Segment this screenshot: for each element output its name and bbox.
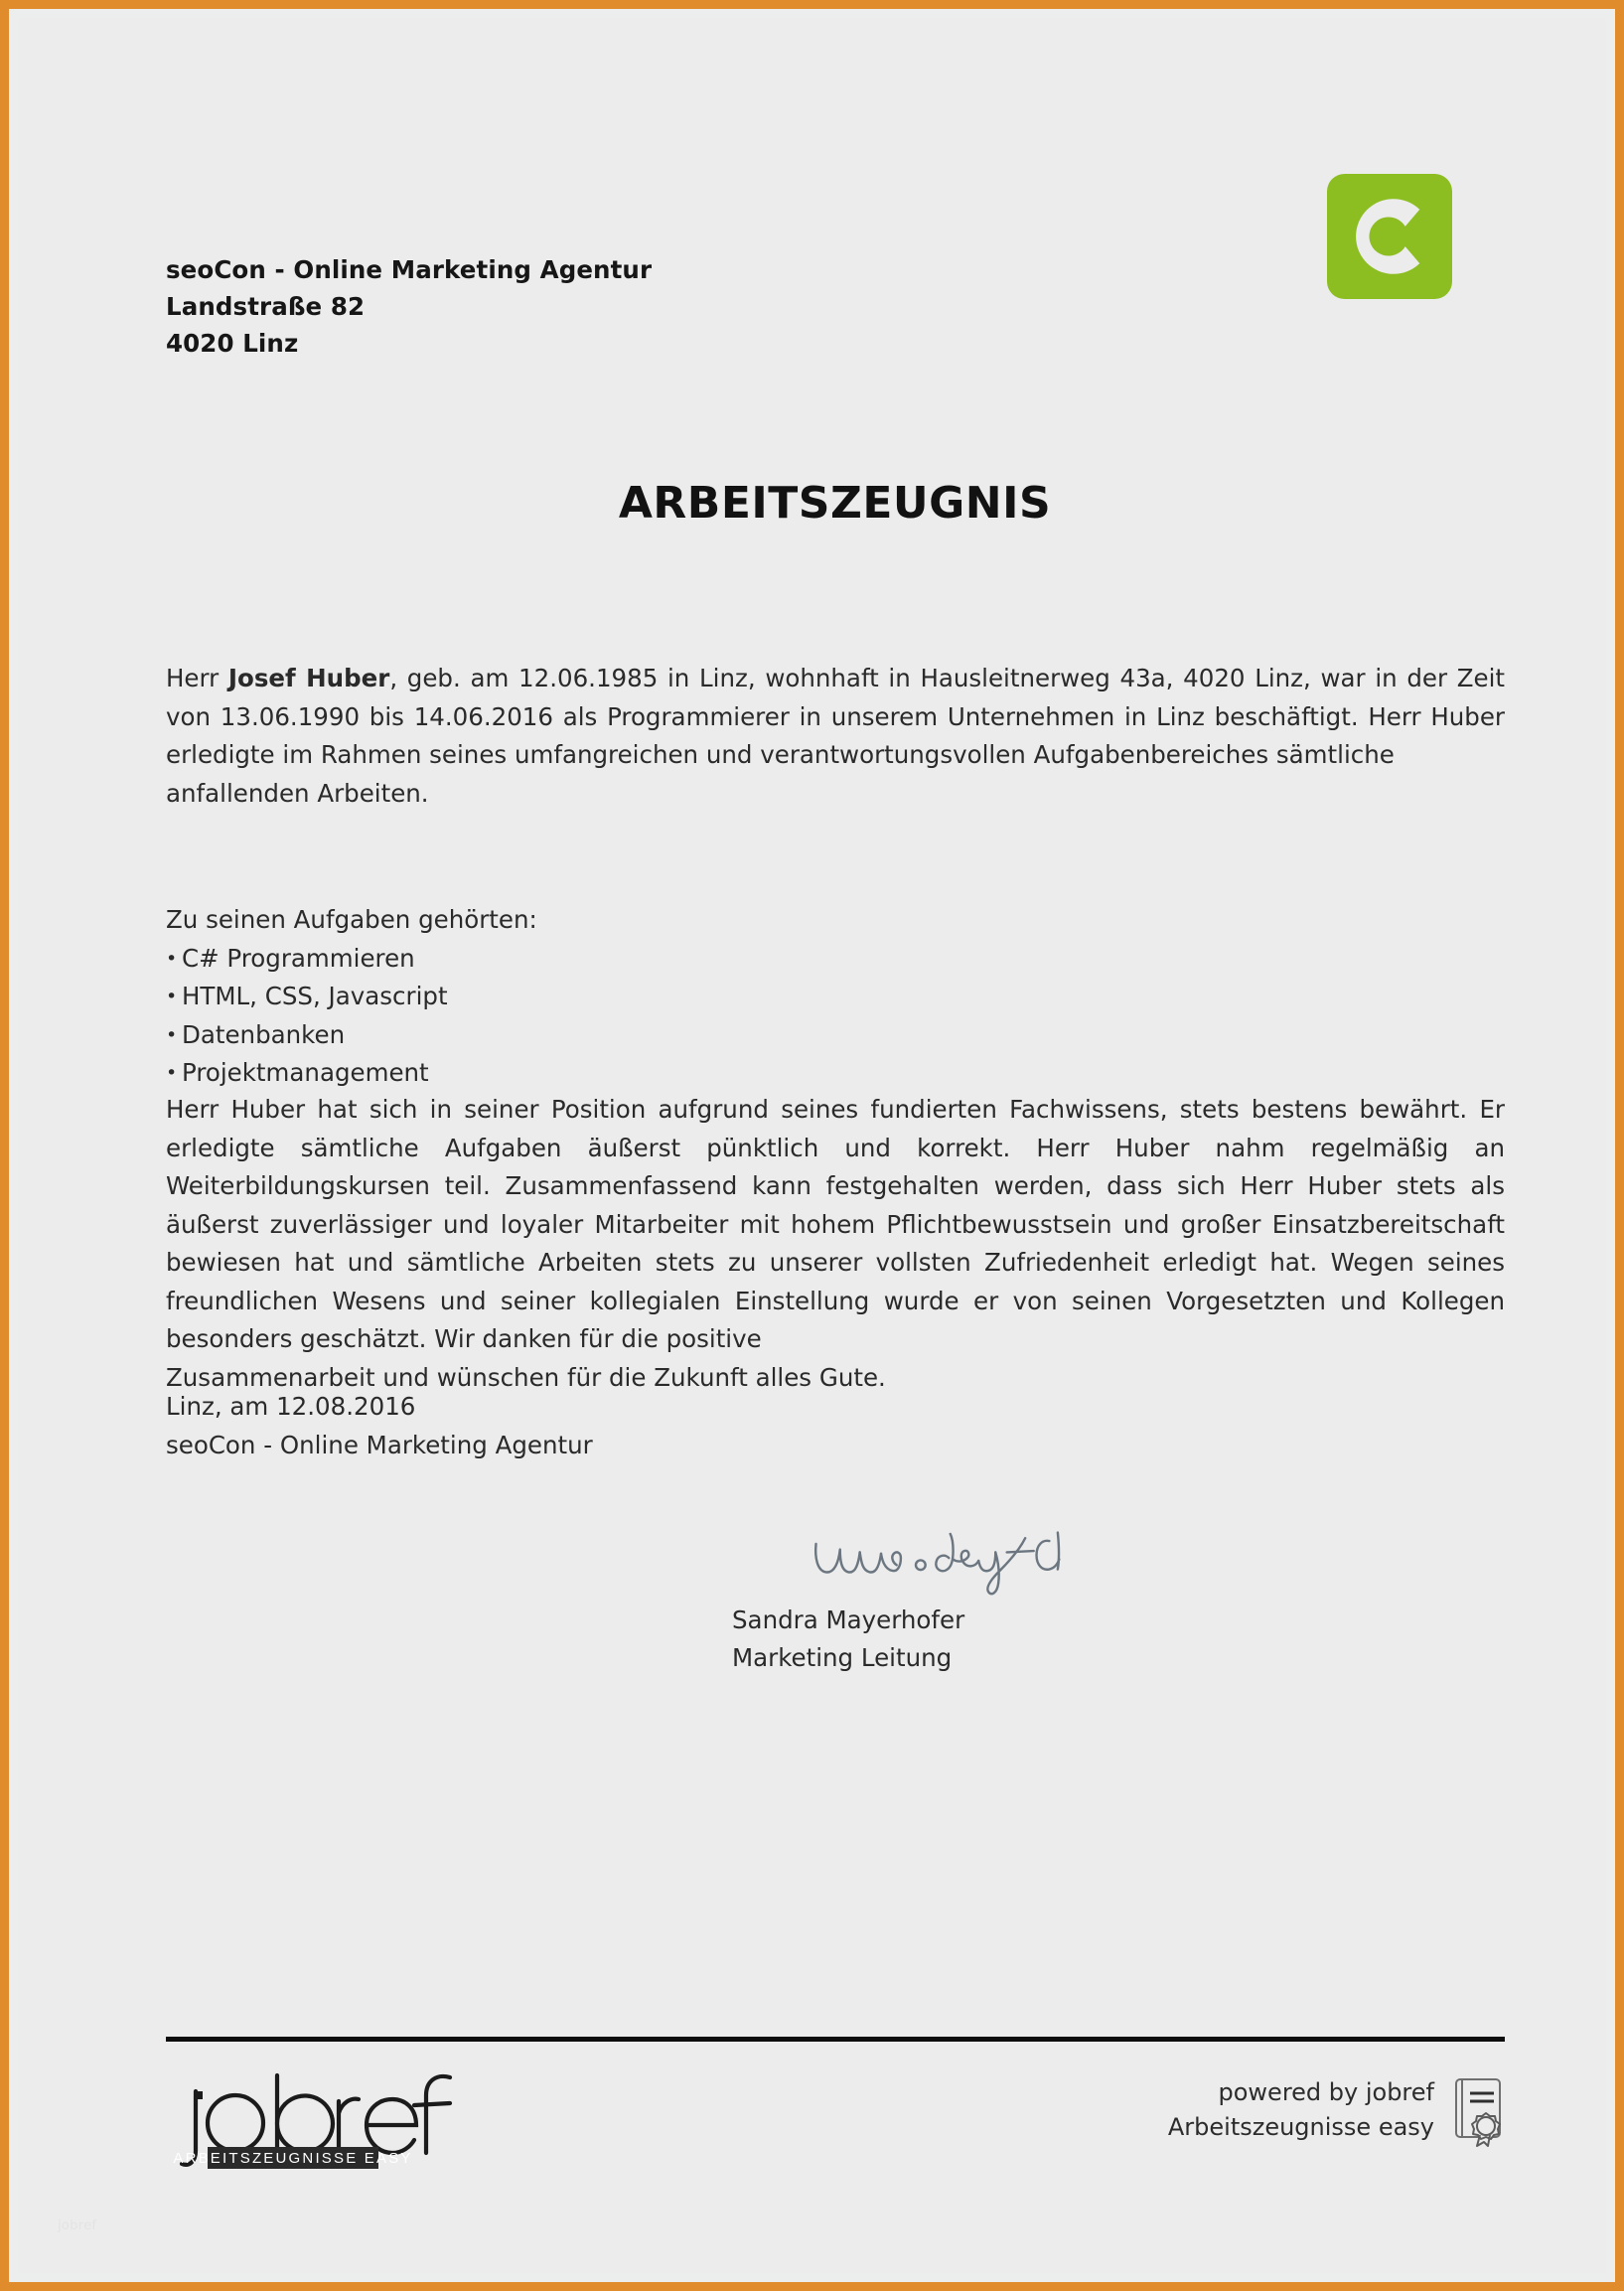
closing-company: seoCon - Online Marketing Agentur (166, 1430, 593, 1459)
letter-content (142, 34, 1528, 2255)
intro-paragraph (166, 660, 1505, 813)
tasks-list (166, 940, 1505, 1093)
list-item: • C# Programmieren (166, 940, 1505, 979)
closing-block (166, 1388, 1505, 1464)
list-item: • Datenbanken (166, 1016, 1505, 1055)
company-logo (1327, 174, 1452, 299)
jobref-footer-logo (160, 2062, 468, 2177)
closing-place-date: Linz, am 12.08.2016 (166, 1392, 416, 1421)
evaluation-paragraph (166, 1091, 1505, 1397)
employee-name: Josef Huber (227, 664, 390, 692)
footer-divider (166, 2037, 1505, 2042)
sender-address-block (166, 251, 652, 362)
sender-company: seoCon - Online Marketing Agentur (166, 255, 653, 284)
signature-block (728, 1524, 1145, 1677)
page-inner-frame (18, 18, 1606, 2273)
intro-before-name: Herr (166, 664, 228, 692)
letter-sheet (42, 34, 1582, 2255)
intro-after-name: , geb. am 12.06.1985 in Linz, wohnhaft in Hausleitnerweg 43a, 4020 Linz, war in der Zeit von 13.06.1990 bis 14.06.2016 als Programmierer in unserem Unternehmen in Linz beschäftigt. Herr Huber erledigte im Rahmen seines umfangreichen und verantwortungsvollen Aufgabenbereiches sämtliche (166, 664, 1505, 769)
list-item: • HTML, CSS, Javascript (166, 978, 1505, 1016)
jobref-wordmark-icon (160, 2062, 468, 2177)
page-watermark: jobref (58, 2218, 97, 2233)
page-title: ARBEITSZEUGNIS (618, 478, 1052, 529)
seocon-c-logo-icon (1327, 174, 1452, 299)
powered-by-line1: powered by jobref (1218, 2078, 1434, 2106)
intro-last-line: anfallenden Arbeiten. (166, 778, 429, 808)
sender-street: Landstraße 82 (166, 292, 366, 321)
jobref-tagline: ARBEITSZEUGNISSE EASY (173, 2150, 413, 2167)
signer-role: Marketing Leitung (732, 1643, 953, 1672)
evaluation-text: Herr Huber hat sich in seiner Position aufgrund seines fundierten Fachwissens, stets bestens bewährt. Er erledigte sämtliche Aufgaben äußerst pünktlich und korrekt. Herr Huber nahm regelmäßig an Weiterbildungskursen teil. Zusammenfassend kann festgehalten werden, dass sich Herr Huber stets als äußerst zuverlässiger und loyaler Mitarbeiter mit hohem Pflichtbewusstsein und großer Einsatzbereitschaft bewiesen hat und sämtliche Arbeiten stets zu unserer vollsten Zufriedenheit erledigt hat. Wegen seines freundlichen Wesens und seiner kollegialen Einstellung wurde er von seinen Vorgesetzten und Kollegen besonders geschätzt. Wir danken für die positive (166, 1095, 1505, 1353)
signer-name: Sandra Mayerhofer (732, 1605, 965, 1634)
certificate-seal-icon (1448, 2073, 1506, 2147)
evaluation-last-line: Zusammenarbeit und wünschen für die Zukunft alles Gute. (166, 1362, 886, 1392)
list-item: • Projektmanagement (166, 1054, 1505, 1093)
powered-by-text (1168, 2075, 1434, 2145)
powered-by-line2: Arbeitszeugnisse easy (1167, 2113, 1434, 2141)
tasks-block (166, 901, 1505, 1093)
sender-city: 4020 Linz (166, 329, 299, 358)
tasks-intro: Zu seinen Aufgaben gehörten: (166, 905, 537, 934)
powered-by-block (1168, 2073, 1506, 2147)
handwritten-signature-icon (808, 1524, 1132, 1598)
